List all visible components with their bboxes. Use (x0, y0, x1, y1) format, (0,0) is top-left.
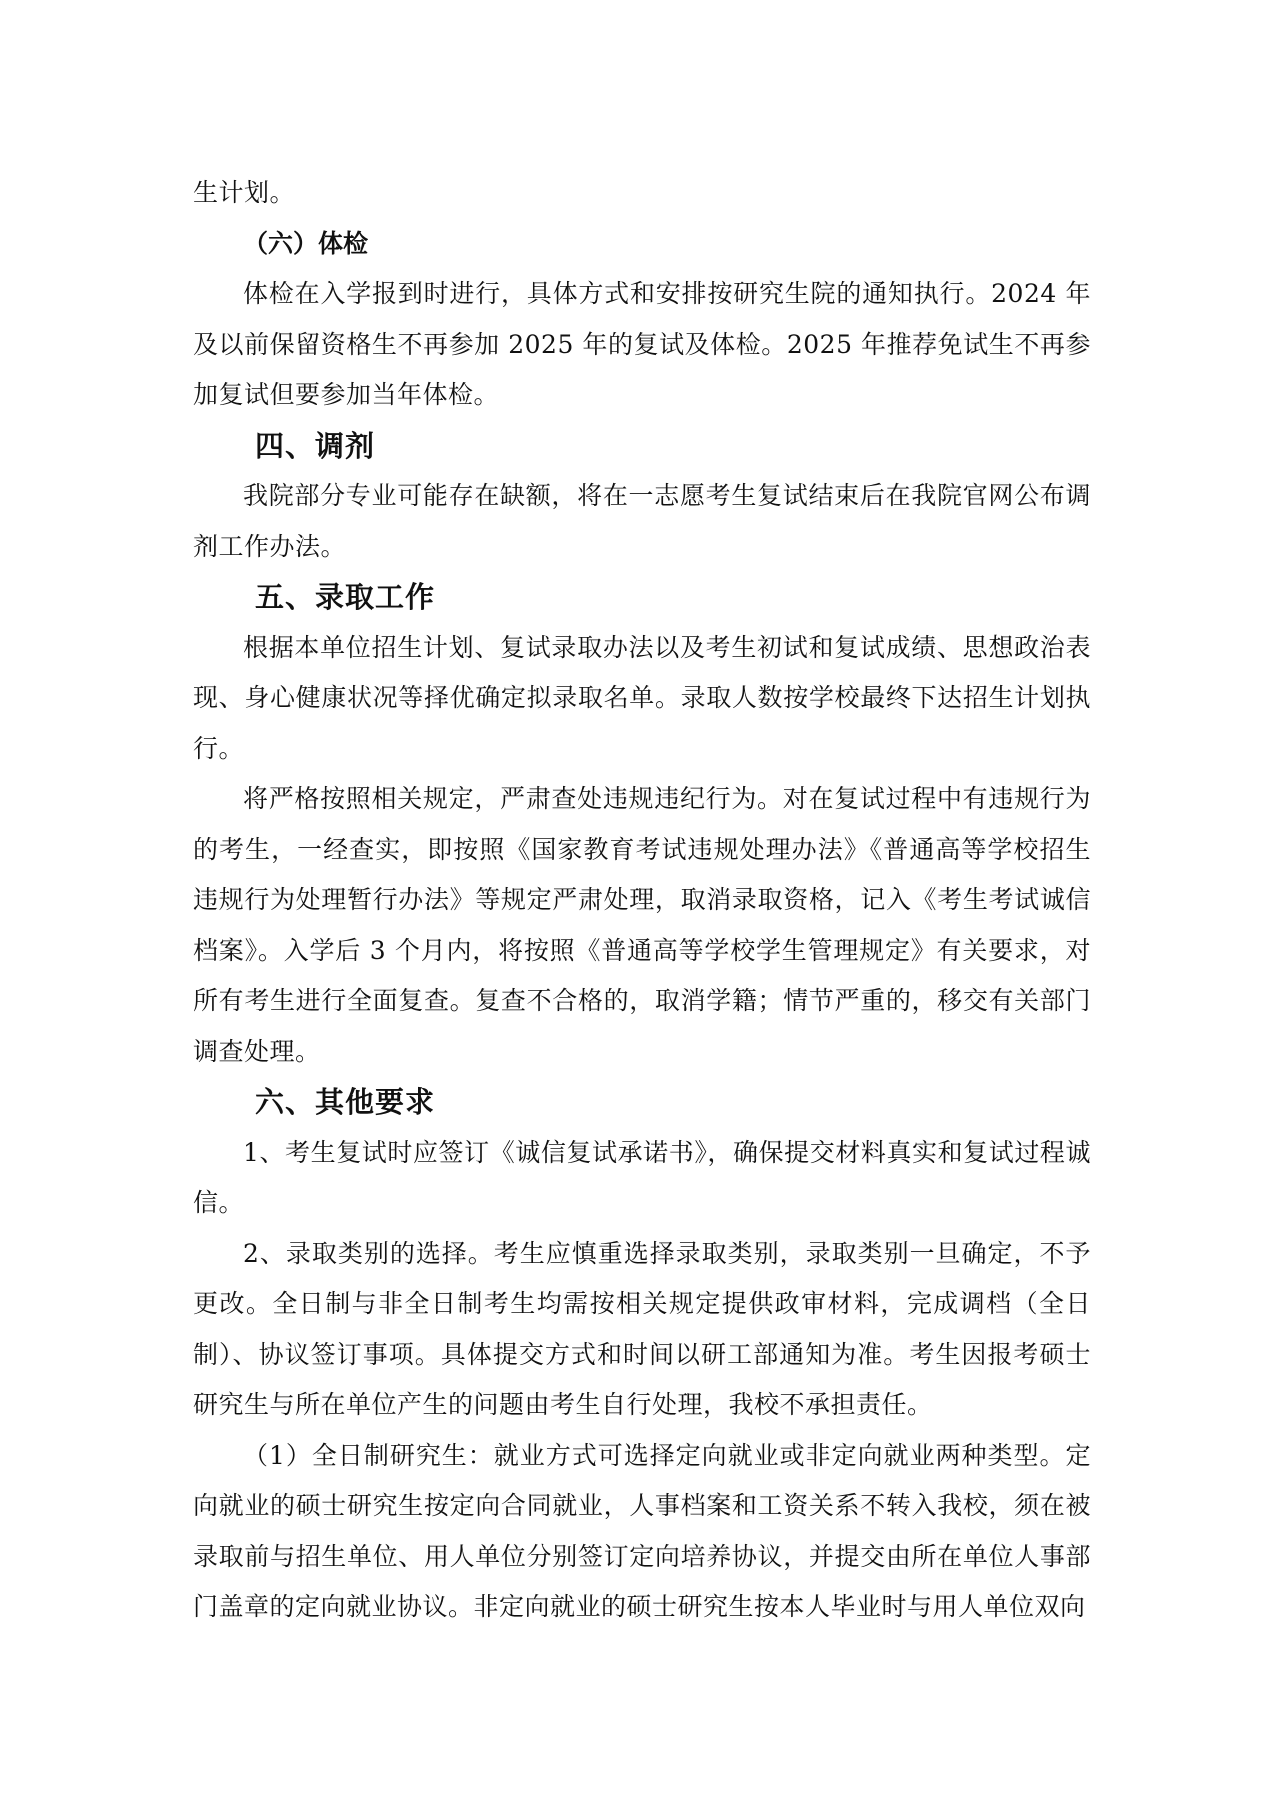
section-heading-other-requirements: 六、其他要求 (255, 1085, 436, 1119)
paragraph-medical: 体检在入学报到时进行，具体方式和安排按研究生院的通知执行。2024 年及以前保留资格生不再参加 2025 年的复试及体检。2025 年推荐免试生不再参加复试但要参加当年体检。 (193, 279, 1091, 409)
section-heading-admission: 五、录取工作 (255, 580, 436, 614)
paragraph-admission-2: 将严格按照相关规定，严肃查处违规违纪行为。对在复试过程中有违规行为的考生，一经查实，即按照《国家教育考试违规处理办法》《普通高等学校招生违规行为处理暂行办法》等规定严肃处理，取消录取资格，记入《考生考试诚信档案》。入学后 3 个月内，将按照《普通高等学校学生管理规定》有关要求，对所有考生进行全面复查。复查不合格的，取消学籍；情节严重的，移交有关部门调查处理。 (193, 784, 1091, 1066)
continued-paragraph: 生计划。 (193, 178, 296, 207)
paragraph-other-2: 2、录取类别的选择。考生应慎重选择录取类别，录取类别一旦确定，不予更改。全日制与非全日制考生均需按相关规定提供政审材料，完成调档（全日制）、协议签订事项。具体提交方式和时间以研工部通知为准。考生因报考硕士研究生与所在单位产生的问题由考生自行处理，我校不承担责任。 (193, 1238, 1091, 1419)
subsection-heading-medical: （六）体检 (243, 228, 369, 258)
paragraph-other-3: （1）全日制研究生：就业方式可选择定向就业或非定向就业两种类型。定向就业的硕士研究生按定向合同就业，人事档案和工资关系不转入我校，须在被录取前与招生单位、用人单位分别签订定向培养协议，并提交由所在单位人事部门盖章的定向就业协议。非定向就业的硕士研究生按本人毕业时与用人单位双向 (193, 1440, 1091, 1621)
paragraph-adjustment: 我院部分专业可能存在缺额，将在一志愿考生复试结束后在我院官网公布调剂工作办法。 (193, 481, 1091, 561)
paragraph-admission-1: 根据本单位招生计划、复试录取办法以及考生初试和复试成绩、思想政治表现、身心健康状况等择优确定拟录取名单。录取人数按学校最终下达招生计划执行。 (193, 632, 1091, 763)
section-heading-adjustment: 四、调剂 (255, 428, 376, 463)
document-body (193, 168, 1091, 1633)
paragraph-other-1: 1、考生复试时应签订《诚信复试承诺书》，确保提交材料真实和复试过程诚信。 (193, 1137, 1091, 1217)
